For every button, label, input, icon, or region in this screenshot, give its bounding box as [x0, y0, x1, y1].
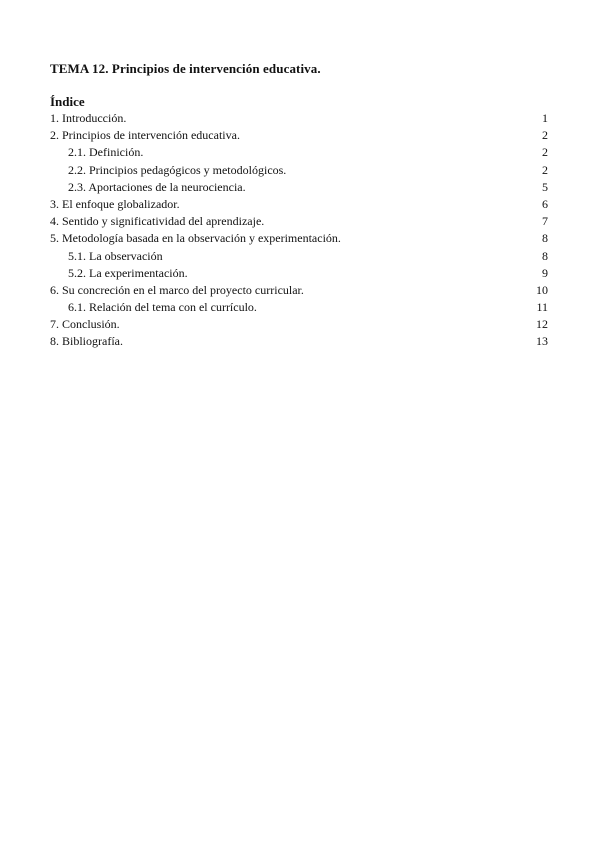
- toc-item-label: 2.3. Aportaciones de la neurociencia.: [68, 179, 246, 194]
- toc-item-page: 13: [536, 334, 548, 349]
- toc-item: [50, 213, 548, 230]
- toc-item-label: 1. Introducción.: [50, 111, 127, 125]
- toc-item: [50, 179, 548, 196]
- toc-item-page: 11: [536, 300, 548, 315]
- toc-item-page: 5: [542, 179, 548, 194]
- toc-item-label: 7. Conclusión.: [50, 317, 120, 332]
- toc-item: [50, 299, 548, 316]
- table-of-contents: [50, 110, 548, 351]
- index-heading: Índice: [50, 94, 85, 109]
- toc-item-label: 6.1. Relación del tema con el currículo.: [68, 300, 257, 315]
- toc-item-page: 6: [542, 196, 548, 211]
- toc-item-page: 2: [542, 145, 548, 160]
- document-page: [50, 60, 548, 351]
- toc-item: [50, 282, 548, 299]
- toc-item-page: 7: [542, 214, 548, 229]
- toc-item-label: 2.1. Definición.: [68, 145, 144, 160]
- toc-item: [50, 333, 548, 350]
- toc-item-page: 8: [542, 248, 548, 263]
- toc-item: [50, 196, 548, 213]
- document-title: TEMA 12. Principios de intervención educativa.: [50, 61, 321, 76]
- toc-item-page: 2: [542, 162, 548, 177]
- toc-item-label: 3. El enfoque globalizador.: [50, 196, 180, 211]
- toc-item-page: 9: [542, 265, 548, 280]
- toc-item-page: 2: [542, 128, 548, 143]
- toc-item-label: 5. Metodología basada en la observación y experimentación.: [50, 231, 341, 246]
- toc-item: [50, 127, 548, 144]
- toc-item-label: 6. Su concreción en el marco del proyecto curricular.: [50, 282, 304, 297]
- toc-item-label: 2. Principios de intervención educativa.: [50, 128, 240, 143]
- toc-item: [50, 248, 548, 265]
- toc-item-label: 5.2. La experimentación.: [68, 265, 188, 280]
- toc-item-page: 8: [542, 231, 548, 246]
- toc-item: [50, 230, 548, 247]
- toc-item: [50, 162, 548, 179]
- toc-item-label: 8. Bibliografía.: [50, 334, 123, 349]
- toc-item: [50, 265, 548, 282]
- toc-item-label: 5.1. La observación: [68, 248, 163, 263]
- toc-item-page: 12: [536, 317, 548, 332]
- toc-item-page: 10: [536, 282, 548, 297]
- toc-item: [50, 110, 548, 127]
- toc-item: [50, 316, 548, 333]
- toc-item-page: 1: [542, 111, 548, 125]
- toc-item-label: 2.2. Principios pedagógicos y metodológicos.: [68, 162, 287, 177]
- toc-item-label: 4. Sentido y significatividad del aprendizaje.: [50, 214, 265, 229]
- toc-item: [50, 144, 548, 161]
